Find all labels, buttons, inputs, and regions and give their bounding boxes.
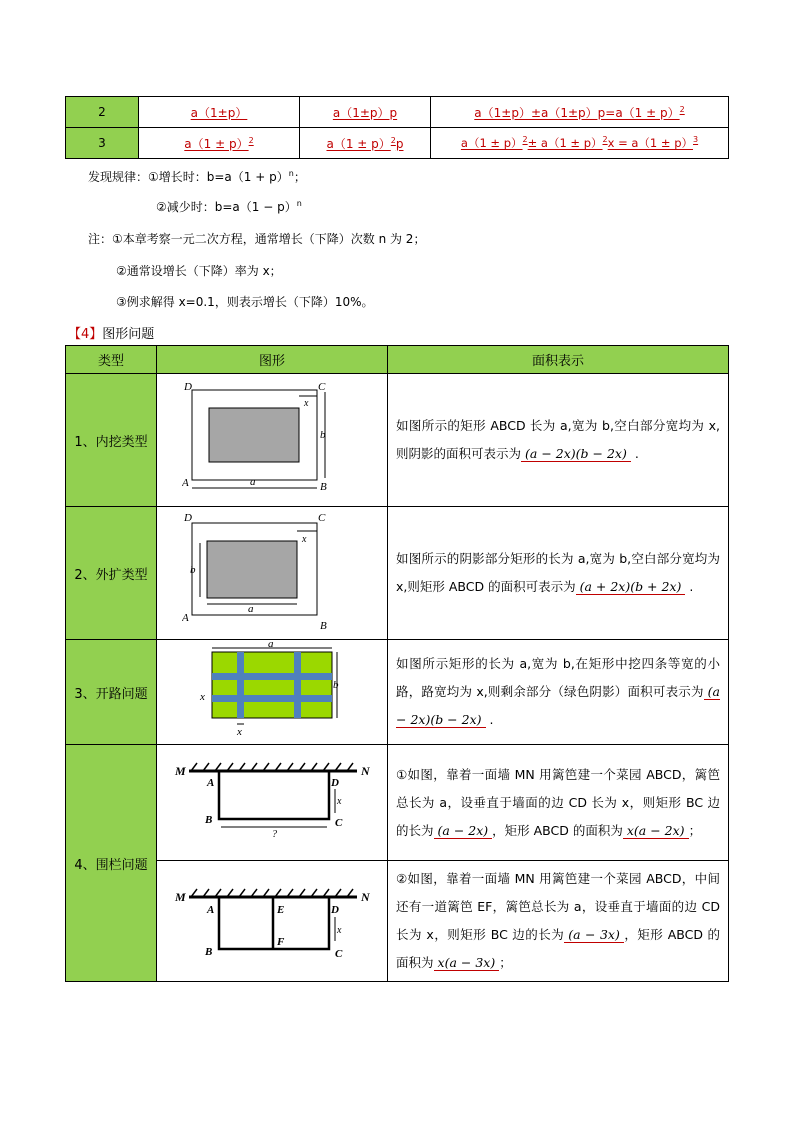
svg-text:D: D xyxy=(184,512,192,524)
table-row: M N A E D B F C x ②如图，靠着一面墙 MN 用篱笆建一个菜园 ABCD，中间还有一道篱笆 EF，篱笆总长为 a，设垂直于墙面的边 CD 长为 x，则矩形 BC 边的长为 (a − 3x) ，矩形 ABCD 的面积为 x(a − 3x) ； xyxy=(66,861,729,982)
table-row: 1、内挖类型 D C A B a b x 如图所示的矩形 ABCD 长为 a,宽为 b,空白部分宽均为 x,则阴影的面积可表示为 (a − 2x)(b − 2x) . xyxy=(66,374,729,507)
cell-value: a（1±p）±a（1±p）p=a（1 ± p） xyxy=(474,105,680,120)
rule-growth: 发现规律：①增长时：$b=a(1 + p)^n$； xyxy=(88,169,306,184)
table-header-row xyxy=(66,346,729,374)
svg-text:C: C xyxy=(335,948,343,960)
svg-text:M: M xyxy=(175,763,186,778)
header-area: 面积表示 xyxy=(388,346,729,374)
header-figure: 图形 xyxy=(157,346,388,374)
section-heading: 【4】图形问题 xyxy=(68,327,155,342)
exponent: 2 xyxy=(679,104,685,114)
figure-fence-1 xyxy=(157,745,388,861)
figure-fence-2 xyxy=(157,861,388,982)
cell-value: ± a（1 ± p） xyxy=(527,136,603,150)
exponent: 2 xyxy=(602,135,608,145)
note-1: 注：①本章考察一元二次方程，通常增长（下降）次数 n 为 2； xyxy=(88,232,426,246)
svg-text:A: A xyxy=(182,477,189,489)
header-type: 类型 xyxy=(66,346,157,374)
svg-text:x: x xyxy=(237,726,242,738)
svg-text:D: D xyxy=(184,381,192,393)
svg-text:a: a xyxy=(250,476,256,488)
cell-value: a（1±p） xyxy=(190,105,248,120)
row-number: 2 xyxy=(66,97,139,128)
rule-decrease: ②减少时：$b=a(1 - p)^n$ xyxy=(156,199,302,214)
svg-text:A: A xyxy=(207,776,215,789)
svg-text:A: A xyxy=(182,612,189,624)
svg-text:F: F xyxy=(277,936,285,948)
svg-text:E: E xyxy=(277,904,285,916)
svg-text:C: C xyxy=(318,512,326,524)
svg-text:D: D xyxy=(331,776,339,789)
svg-text:D: D xyxy=(331,904,339,916)
svg-text:A: A xyxy=(207,904,215,916)
cell-value: a（1 ± p） xyxy=(326,136,391,151)
svg-text:x: x xyxy=(304,398,309,409)
svg-text:a: a xyxy=(248,603,254,615)
note-2: ②通常设增长（下降）率为 x； xyxy=(116,264,282,278)
svg-text:x: x xyxy=(337,795,342,807)
cell-value: a（1±p）p xyxy=(332,105,398,120)
svg-text:C: C xyxy=(318,381,326,393)
cell-value: a（1 ± p） xyxy=(184,136,249,151)
figure-inner-dig xyxy=(157,374,388,507)
svg-text:B: B xyxy=(205,946,213,958)
svg-text:N: N xyxy=(361,763,370,778)
svg-text:b: b xyxy=(333,679,339,691)
svg-text:B: B xyxy=(320,620,327,631)
svg-text:b: b xyxy=(190,564,196,576)
svg-text:b: b xyxy=(320,429,326,441)
cell-value: x = a（1 ± p） xyxy=(607,136,693,150)
figure-outer-expand xyxy=(157,507,388,640)
shape-table xyxy=(65,345,729,982)
svg-text:?: ? xyxy=(272,828,277,840)
figure-road xyxy=(157,640,388,745)
exponent: 2 xyxy=(522,135,528,145)
svg-text:B: B xyxy=(205,813,213,826)
type-label: 3、开路问题 xyxy=(66,640,157,745)
type-label: 1、内挖类型 xyxy=(66,374,157,507)
table-row: 4、围栏问题 M N A D B C x ? ①如图，靠着一面墙 MN 用篱笆建一个菜园 ABCD，篱笆总长为 a，设垂直于墙面的边 CD 长为 x，则矩形 BC 边的长为 (a − 2x) ，矩形 ABCD 的面积为 x(a − 2x) ； xyxy=(66,745,729,861)
svg-text:x: x xyxy=(337,925,342,936)
svg-text:B: B xyxy=(320,481,327,493)
type-label: 4、围栏问题 xyxy=(66,745,157,982)
cell-value: p xyxy=(395,136,404,151)
svg-text:C: C xyxy=(335,816,343,829)
row-number: 3 xyxy=(66,128,139,159)
note-3: ③例求解得 x=0.1，则表示增长（下降）10%。 xyxy=(116,295,374,309)
table-row: 2、外扩类型 D C A B a b x 如图所示的阴影部分矩形的长为 a,宽为 b,空白部分宽均为 x,则矩形 ABCD 的面积可表示为 (a + 2x)(b + 2x) . xyxy=(66,507,729,640)
table-row xyxy=(66,97,729,128)
svg-text:x: x xyxy=(200,691,205,703)
svg-text:x: x xyxy=(302,534,307,545)
table-row xyxy=(66,128,729,159)
svg-text:M: M xyxy=(175,890,186,904)
growth-table xyxy=(65,96,729,159)
table-row: 3、开路问题 a b x x 如图所示矩形的长为 a,宽为 b,在矩形中挖四条等宽的小路，路宽均为 x,则剩余部分（绿色阴影）面积可表示为 (a − 2x)(b − 2x) . xyxy=(66,640,729,745)
type-label: 2、外扩类型 xyxy=(66,507,157,640)
exponent: 3 xyxy=(693,135,699,145)
cell-value: a（1 ± p） xyxy=(460,136,523,150)
exponent: 2 xyxy=(390,135,396,145)
exponent: 2 xyxy=(248,135,254,145)
svg-text:N: N xyxy=(361,890,370,904)
svg-text:a: a xyxy=(268,640,274,650)
